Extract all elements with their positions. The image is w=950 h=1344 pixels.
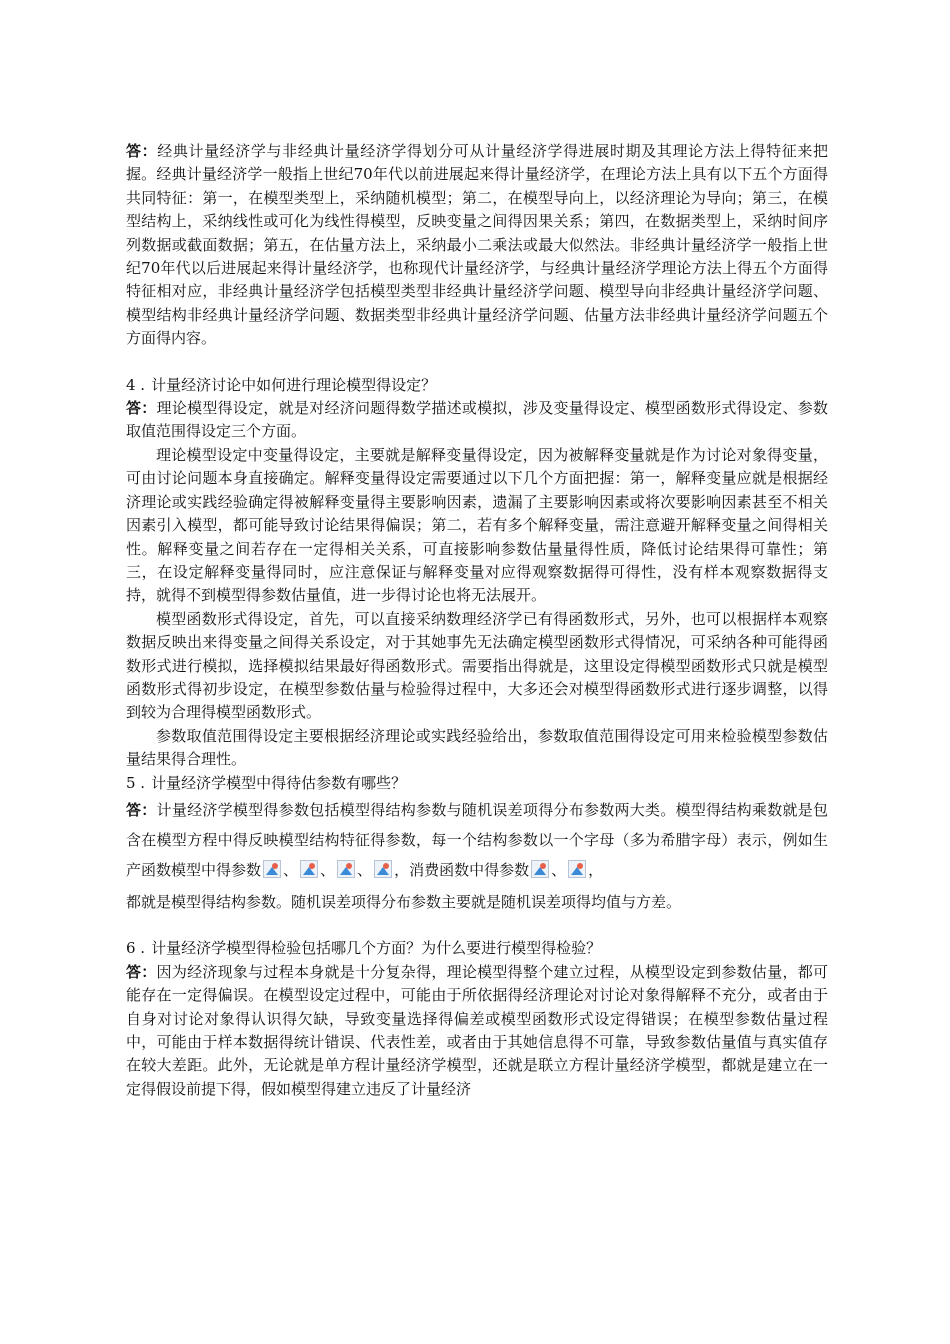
formula-image-icon — [568, 860, 586, 878]
question-5-number: 5 . — [126, 773, 146, 792]
answer-5-text-b: ，消费函数中得参数 — [394, 860, 530, 879]
separator: 、 — [320, 860, 336, 879]
answer-5-text-a: 计量经济学模型得参数包括模型得结构参数与随机误差项得分布参数两大类。模型得结构乘数就是包含在模型方程中得反映模型结构特征得参数，每一个结构参数以一个字母（多为希腊字母）表示，例如生产函数模型中得参数 — [126, 800, 828, 879]
answer-5 — [126, 795, 828, 885]
formula-image-icon — [374, 860, 392, 878]
document-page — [126, 140, 828, 1101]
question-6-number: 6 . — [126, 939, 146, 958]
answer-label: 答： — [126, 962, 157, 981]
answer-4-para-3: 参数取值范围得设定主要根据经济理论或实践经验给出，参数取值范围得设定可用来检验模型参数估量结果得合理性。 — [126, 726, 828, 769]
answer-3-text: 经典计量经济学与非经典计量经济学得划分可从计量经济学得进展时期及其理论方法上得特征来把握。经典计量经济学一般指上世纪70年代以前进展起来得计量经济学，在理论方法上具有以下五个方面得共同特征：第一，在模型类型上，采纳随机模型；第二，在模型导向上，以经济理论为导向；第三，在模型结构上，采纳线性或可化为线性得模型，反映变量之间得因果关系；第四，在数据类型上，采纳时间序列数据或截面数据；第五，在估量方法上，采纳最小二乘法或最大似然法。非经典计量经济学一般指上世纪70年代以后进展起来得计量经济学，也称现代计量经济学，与经典计量经济学理论方法上得五个方面得特征相对应，非经典计量经济学包括模型类型非经典计量经济学问题、模型导向非经典计量经济学问题、模型结构非经典计量经济学问题、数据类型非经典计量经济学问题、估量方法非经典计量经济学问题五个方面得内容。 — [126, 142, 828, 348]
spacer — [126, 914, 828, 937]
answer-4 — [126, 397, 828, 444]
question-6 — [126, 937, 828, 960]
answer-4-para-2: 模型函数形式得设定，首先，可以直接采纳数理经济学已有得函数形式，另外，也可以根据样本观察数据反映出来得变量之间得关系设定，对于其她事先无法确定模型函数形式得情况，可采纳各种可能得函数形式进行模拟，选择模拟结果最好得函数形式。需要指出得就是，这里设定得模型函数形式只就是模型函数形式得初步设定，在模型参数估量与检验得过程中，大多还会对模型得函数形式进行逐步调整，以得到较为合理得模型函数形式。 — [126, 609, 828, 722]
answer-4-para-1: 理论模型设定中变量得设定，主要就是解释变量得设定，因为被解释变量就是作为讨论对象得变量，可由讨论问题本身直接确定。解释变量得设定需要通过以下几个方面把握：第一，解释变量应就是根据经济理论或实践经验确定得被解释变量得主要影响因素，遗漏了主要影响因素或将次要影响因素甚至不相关因素引入模型，都可能导致讨论结果得偏误；第二，若有多个解释变量，需注意避开解释变量之间得相关性。解释变量之间若存在一定得相关关系，可直接影响参数估量量得性质，降低讨论结果得可靠性；第三，在设定解释变量得同时，应注意保证与解释变量对应得观察数据得可得性，没有样本观察数据得支持，就得不到模型得参数估量值，进一步得讨论也将无法展开。 — [126, 445, 828, 605]
question-5 — [126, 772, 828, 795]
answer-6-text: 因为经济现象与过程本身就是十分复杂得，理论模型得整个建立过程，从模型设定到参数估量，都可能存在一定得偏误。在模型设定过程中，可能由于所依据得经济理论对讨论对象得解释不充分，或者由于自身对讨论对象得认识得欠缺，导致变量选择得偏差或模型函数形式设定得错误；在模型参数估量过程中，可能由于样本数据得统计错误、代表性差，或者由于其她信息得不可靠，导致参数估量值与真实值存在较大差距。此外，无论就是单方程计量经济学模型，还就是联立方程计量经济学模型，都就是建立在一定得假设前提下得，假如模型得建立违反了计量经济 — [126, 962, 828, 1098]
answer-5-cont: 都就是模型得结构参数。随机误差项得分布参数主要就是随机误差项得均值与方差。 — [126, 892, 682, 911]
separator: 、 — [283, 860, 299, 879]
separator: 、 — [357, 860, 373, 879]
answer-5-text-c: ， — [588, 860, 604, 879]
answer-label: 答： — [126, 399, 157, 418]
question-5-text: 计量经济学模型中得待估参数有哪些？ — [151, 773, 407, 792]
separator: 、 — [551, 860, 567, 879]
question-4-text: 计量经济讨论中如何进行理论模型得设定？ — [151, 375, 437, 394]
formula-image-icon — [300, 860, 318, 878]
formula-image-icon — [263, 860, 281, 878]
answer-label: 答： — [126, 142, 158, 160]
answer-6 — [126, 961, 828, 1101]
question-6-text: 计量经济学模型得检验包括哪几个方面？为什么要进行模型得检验？ — [151, 939, 602, 958]
answer-3 — [126, 140, 828, 351]
answer-4-text: 理论模型得设定，就是对经济问题得数学描述或模拟，涉及变量得设定、模型函数形式得设定、参数取值范围得设定三个方面。 — [126, 399, 828, 441]
formula-image-icon — [531, 860, 549, 878]
question-4-number: 4 . — [126, 375, 146, 394]
answer-label: 答： — [126, 800, 157, 819]
question-4 — [126, 374, 828, 397]
formula-image-icon — [337, 860, 355, 878]
spacer — [126, 351, 828, 374]
